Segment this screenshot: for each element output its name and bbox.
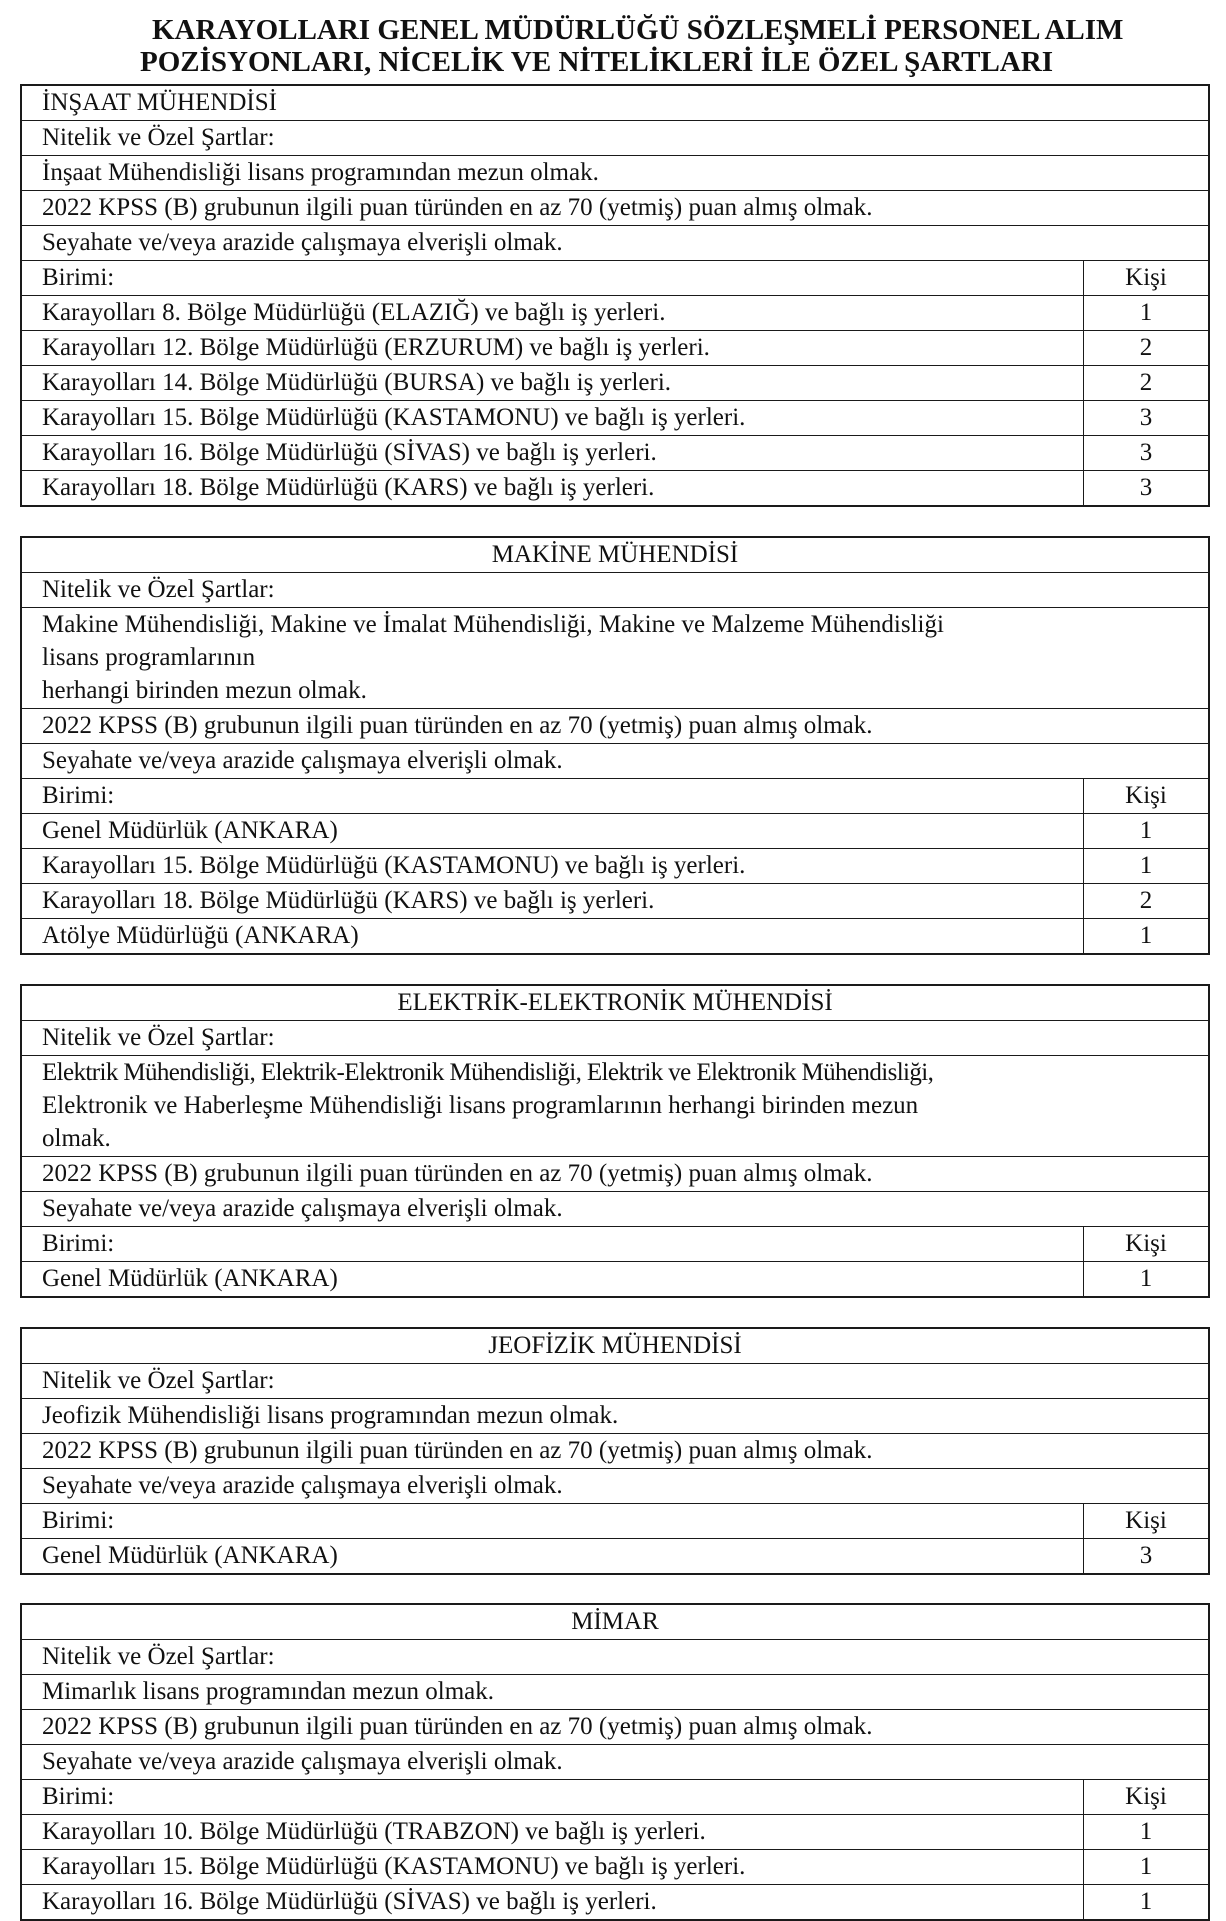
requirement-line: Elektrik Mühendisliği, Elektrik-Elektronik Mühendisliği, Elektrik ve Elektronik Mühendisliği, <box>42 1059 934 1086</box>
unit-name: Genel Müdürlük (ANKARA) <box>42 1265 338 1292</box>
table-row <box>22 1849 1208 1884</box>
unit-count: 3 <box>1083 436 1208 470</box>
requirement: 2022 KPSS (B) grubunun ilgili puan türünden en az 70 (yetmiş) puan almış olmak. <box>22 1709 1208 1744</box>
unit-column-header: Birimi: <box>42 1230 115 1257</box>
section-title: İNŞAAT MÜHENDİSİ <box>42 89 277 116</box>
requirement: Seyahate ve/veya arazide çalışmaya elverişli olmak. <box>22 1744 1208 1779</box>
unit-count: 1 <box>1083 814 1208 848</box>
requirement: Seyahate ve/veya arazide çalışmaya elverişli olmak. <box>22 1468 1208 1503</box>
section-mimar <box>20 1603 1210 1921</box>
unit-name: Karayolları 16. Bölge Müdürlüğü (SİVAS) ve bağlı iş yerleri. <box>42 1888 657 1915</box>
unit-name: Karayolları 16. Bölge Müdürlüğü (SİVAS) ve bağlı iş yerleri. <box>42 439 657 466</box>
requirements-label: Nitelik ve Özel Şartlar: <box>22 120 1208 155</box>
table-row <box>22 295 1208 330</box>
table-row <box>22 330 1208 365</box>
unit-count: 1 <box>1083 919 1208 953</box>
unit-name: Genel Müdürlük (ANKARA) <box>42 1542 338 1569</box>
table-row <box>22 1538 1208 1573</box>
requirement-line: herhangi birinden mezun olmak. <box>42 677 367 704</box>
requirement-line: olmak. <box>42 1125 111 1152</box>
unit-count: 1 <box>1083 1850 1208 1884</box>
requirements-label: Nitelik ve Özel Şartlar: <box>22 1639 1208 1674</box>
unit-count: 1 <box>1083 1262 1208 1296</box>
section-elektrik-elektronik-muhendisi <box>20 984 1210 1298</box>
requirement-multiline <box>22 1055 1208 1156</box>
unit-name: Atölye Müdürlüğü (ANKARA) <box>42 922 359 949</box>
requirements-label: Nitelik ve Özel Şartlar: <box>22 1363 1208 1398</box>
count-column-header: Kişi <box>1083 779 1208 813</box>
unit-name: Karayolları 15. Bölge Müdürlüğü (KASTAMONU) ve bağlı iş yerleri. <box>42 852 746 879</box>
unit-count: 2 <box>1083 331 1208 365</box>
requirement: 2022 KPSS (B) grubunun ilgili puan türünden en az 70 (yetmiş) puan almış olmak. <box>22 708 1208 743</box>
unit-name: Karayolları 15. Bölge Müdürlüğü (KASTAMONU) ve bağlı iş yerleri. <box>42 404 746 431</box>
count-column-header: Kişi <box>1083 1504 1208 1538</box>
unit-name: Karayolları 12. Bölge Müdürlüğü (ERZURUM) ve bağlı iş yerleri. <box>42 334 710 361</box>
unit-count: 1 <box>1083 1815 1208 1849</box>
units-header <box>22 1503 1208 1538</box>
units-header <box>22 778 1208 813</box>
unit-name: Karayolları 8. Bölge Müdürlüğü (ELAZIĞ) ve bağlı iş yerleri. <box>42 299 666 326</box>
unit-count: 1 <box>1083 849 1208 883</box>
unit-name: Karayolları 14. Bölge Müdürlüğü (BURSA) ve bağlı iş yerleri. <box>42 369 672 396</box>
requirement-multiline <box>22 607 1208 708</box>
requirement: 2022 KPSS (B) grubunun ilgili puan türünden en az 70 (yetmiş) puan almış olmak. <box>22 1156 1208 1191</box>
unit-count: 3 <box>1083 401 1208 435</box>
unit-column-header: Birimi: <box>42 264 115 291</box>
unit-count: 2 <box>1083 884 1208 918</box>
requirement: Seyahate ve/veya arazide çalışmaya elverişli olmak. <box>22 225 1208 260</box>
unit-count: 3 <box>1083 1539 1208 1573</box>
table-row <box>22 435 1208 470</box>
table-row <box>22 1814 1208 1849</box>
table-row <box>22 1884 1208 1919</box>
units-header <box>22 260 1208 295</box>
unit-count: 1 <box>1083 1885 1208 1919</box>
title-line-2: POZİSYONLARI, NİCELİK VE NİTELİKLERİ İLE ÖZEL ŞARTLARI <box>140 46 1054 78</box>
section-title: ELEKTRİK-ELEKTRONİK MÜHENDİSİ <box>397 989 833 1016</box>
table-row <box>22 400 1208 435</box>
unit-name: Karayolları 18. Bölge Müdürlüğü (KARS) ve bağlı iş yerleri. <box>42 474 655 501</box>
unit-count: 2 <box>1083 366 1208 400</box>
unit-column-header: Birimi: <box>42 782 115 809</box>
requirement-line: Elektronik ve Haberleşme Mühendisliği lisans programlarının herhangi birinden mezun <box>42 1092 919 1119</box>
table-row <box>22 848 1208 883</box>
requirement: 2022 KPSS (B) grubunun ilgili puan türünden en az 70 (yetmiş) puan almış olmak. <box>22 190 1208 225</box>
section-jeofizik-muhendisi <box>20 1327 1210 1575</box>
table-row <box>22 470 1208 505</box>
requirements-label: Nitelik ve Özel Şartlar: <box>22 1020 1208 1055</box>
requirement: 2022 KPSS (B) grubunun ilgili puan türünden en az 70 (yetmiş) puan almış olmak. <box>22 1433 1208 1468</box>
units-header <box>22 1779 1208 1814</box>
unit-name: Karayolları 10. Bölge Müdürlüğü (TRABZON) ve bağlı iş yerleri. <box>42 1818 706 1845</box>
unit-column-header: Birimi: <box>42 1507 115 1534</box>
section-title: JEOFİZİK MÜHENDİSİ <box>488 1332 742 1359</box>
count-column-header: Kişi <box>1083 1780 1208 1814</box>
requirements-label: Nitelik ve Özel Şartlar: <box>22 572 1208 607</box>
table-row <box>22 883 1208 918</box>
requirement: Seyahate ve/veya arazide çalışmaya elverişli olmak. <box>22 743 1208 778</box>
count-column-header: Kişi <box>1083 1227 1208 1261</box>
table-row <box>22 813 1208 848</box>
section-title: MAKİNE MÜHENDİSİ <box>491 541 739 568</box>
table-row <box>22 1261 1208 1296</box>
unit-name: Karayolları 18. Bölge Müdürlüğü (KARS) ve bağlı iş yerleri. <box>42 887 655 914</box>
requirement-line: lisans programlarının <box>42 644 256 671</box>
section-makine-muhendisi <box>20 536 1210 955</box>
unit-column-header: Birimi: <box>42 1783 115 1810</box>
requirement: Seyahate ve/veya arazide çalışmaya elverişli olmak. <box>22 1191 1208 1226</box>
document-title <box>20 14 1206 78</box>
unit-name: Genel Müdürlük (ANKARA) <box>42 817 338 844</box>
unit-count: 1 <box>1083 296 1208 330</box>
count-column-header: Kişi <box>1083 261 1208 295</box>
units-header <box>22 1226 1208 1261</box>
title-line-1: KARAYOLLARI GENEL MÜDÜRLÜĞÜ SÖZLEŞMELİ PERSONEL ALIM <box>152 14 1124 46</box>
table-row <box>22 918 1208 953</box>
requirement: Jeofizik Mühendisliği lisans programından mezun olmak. <box>22 1398 1208 1433</box>
requirement: İnşaat Mühendisliği lisans programından mezun olmak. <box>22 155 1208 190</box>
unit-count: 3 <box>1083 471 1208 505</box>
section-insaat-muhendisi <box>20 84 1210 507</box>
section-title: MİMAR <box>571 1608 659 1635</box>
unit-name: Karayolları 15. Bölge Müdürlüğü (KASTAMONU) ve bağlı iş yerleri. <box>42 1853 746 1880</box>
requirement: Mimarlık lisans programından mezun olmak. <box>22 1674 1208 1709</box>
requirement-line: Makine Mühendisliği, Makine ve İmalat Mühendisliği, Makine ve Malzeme Mühendisliği <box>42 611 944 638</box>
table-row <box>22 365 1208 400</box>
